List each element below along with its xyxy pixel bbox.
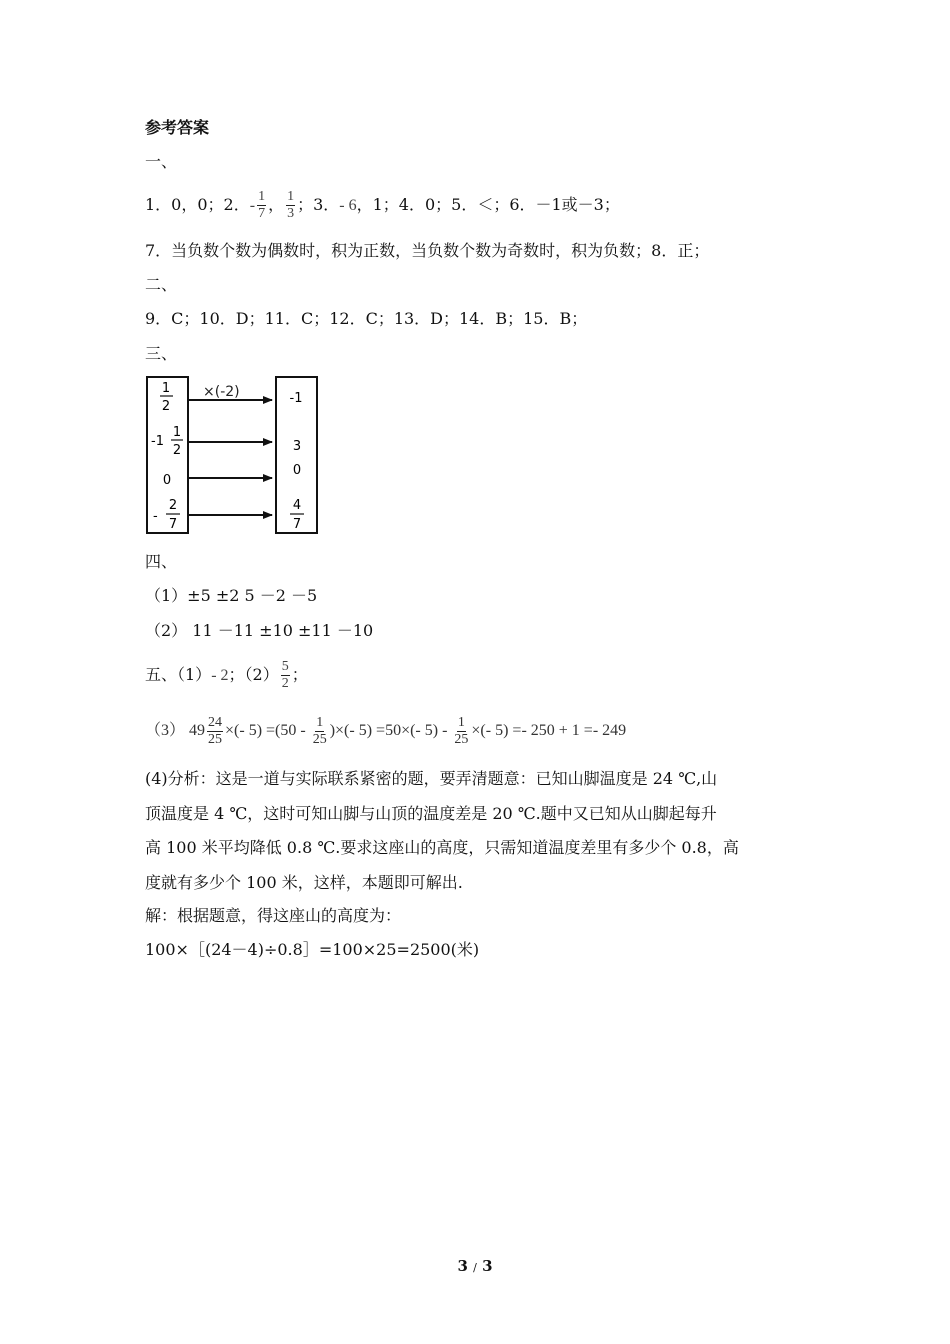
fraction-1-25-b: $\frac{1}{25}$ (454, 714, 469, 747)
section-1-line-2: 7．当负数个数为偶数时，积为正数，当负数个数为奇数时，积为负数；8．正； (145, 241, 710, 260)
section-2-heading: 二、 (145, 275, 178, 294)
input-half (160, 381, 173, 414)
section-1-heading: 一、 (145, 152, 178, 171)
analysis-line-2: 顶温度是 4 ℃，这时可知山脚与山顶的温度差是 20 ℃.题中又已知从山脚起每升 (145, 804, 717, 823)
analysis-line-3: 高 100 米平均降低 0.8 ℃.要求这座山的高度，只需知道温度差里有多少个 0.8，高 (145, 838, 739, 857)
answers-3-6: ，1；4．0；5．＜；6．－1或－3； (356, 195, 620, 214)
page-number: 3 / 3 (457, 1257, 493, 1275)
svg-text:4: 4 (292, 498, 302, 513)
output-zero: 0 (292, 463, 302, 478)
mapping-diagram (145, 374, 325, 536)
section-2-line-1: 9．C；10．D；11．C；12．C；13．D；14．B；15．B； (145, 309, 588, 328)
output-three: 3 (292, 439, 302, 454)
analysis-line-4: 度就有多少个 100 米，这样，本题即可解出. (145, 873, 463, 892)
fraction-1-3: $\frac{1}{3}$ (287, 189, 295, 221)
answer-5-1-value: - 2 (211, 667, 229, 684)
formula-label: （3） (145, 722, 186, 739)
output-neg-one: -1 (289, 391, 303, 406)
answers-1-2: 1．0，0；2． (145, 195, 250, 214)
answer-title: 参考答案 (145, 118, 210, 137)
input-zero: 0 (162, 473, 172, 488)
input-neg-one-and-half (151, 425, 183, 458)
svg-text:2: 2 (161, 399, 171, 414)
analysis-line-1: (4)分析：这是一道与实际联系紧密的题，要弄清题意：已知山脚温度是 24 ℃,山 (145, 769, 718, 788)
svg-text:1: 1 (172, 425, 182, 440)
output-four-sevenths (290, 498, 304, 532)
fraction-1-7: $\frac{1}{7}$ (258, 189, 266, 221)
frac-sign: - (249, 197, 256, 214)
solution-intro: 解：根据题意，得这座山的高度为： (145, 906, 402, 925)
solution-calculation: 100×［(24－4)÷0.8］=100×25=2500(米) (145, 940, 480, 959)
answer-3-value: - 6 (339, 197, 357, 214)
operator-label: ×(-2) (203, 384, 240, 400)
section-1-line-1: 1．0，0；2．- $\frac{1}{7}$ ， $\frac{1}{3}$ ；3．- 6，1；4．0；5．＜；6．－1或－3； (145, 189, 620, 221)
fraction-5-2: $\frac{5}{2}$ (281, 659, 289, 691)
input-neg-two-sevenths (153, 498, 180, 532)
section-5-formula: （3） 49 $\frac{24}{25}$ ×(- 5) =(50 - $\frac{1}{25}$ )×(- 5) =50×(- 5) - $\frac{1}{25}$ ×(- 5) =- 250 + 1 =- 249 (145, 714, 627, 747)
section-4-line-2: （2） 11 －11 ±10 ±11 －10 (145, 621, 374, 640)
section-4-heading: 四、 (145, 552, 178, 571)
section-4-line-1: （1）±5 ±2 5 －2 －5 (145, 586, 318, 605)
svg-text:-1: -1 (151, 434, 164, 449)
fraction-24-25: $\frac{24}{25}$ (208, 714, 223, 747)
svg-text:7: 7 (168, 517, 178, 532)
svg-text:2: 2 (172, 443, 182, 458)
section-3-heading: 三、 (145, 344, 178, 363)
svg-text:1: 1 (161, 381, 171, 396)
section-5-line-1: 五、（1）- 2；（2） $\frac{5}{2}$ ； (145, 659, 308, 691)
svg-text:2: 2 (168, 498, 178, 513)
svg-text:7: 7 (292, 517, 302, 532)
fraction-1-25-a: $\frac{1}{25}$ (312, 714, 327, 747)
svg-text:-: - (153, 509, 158, 524)
